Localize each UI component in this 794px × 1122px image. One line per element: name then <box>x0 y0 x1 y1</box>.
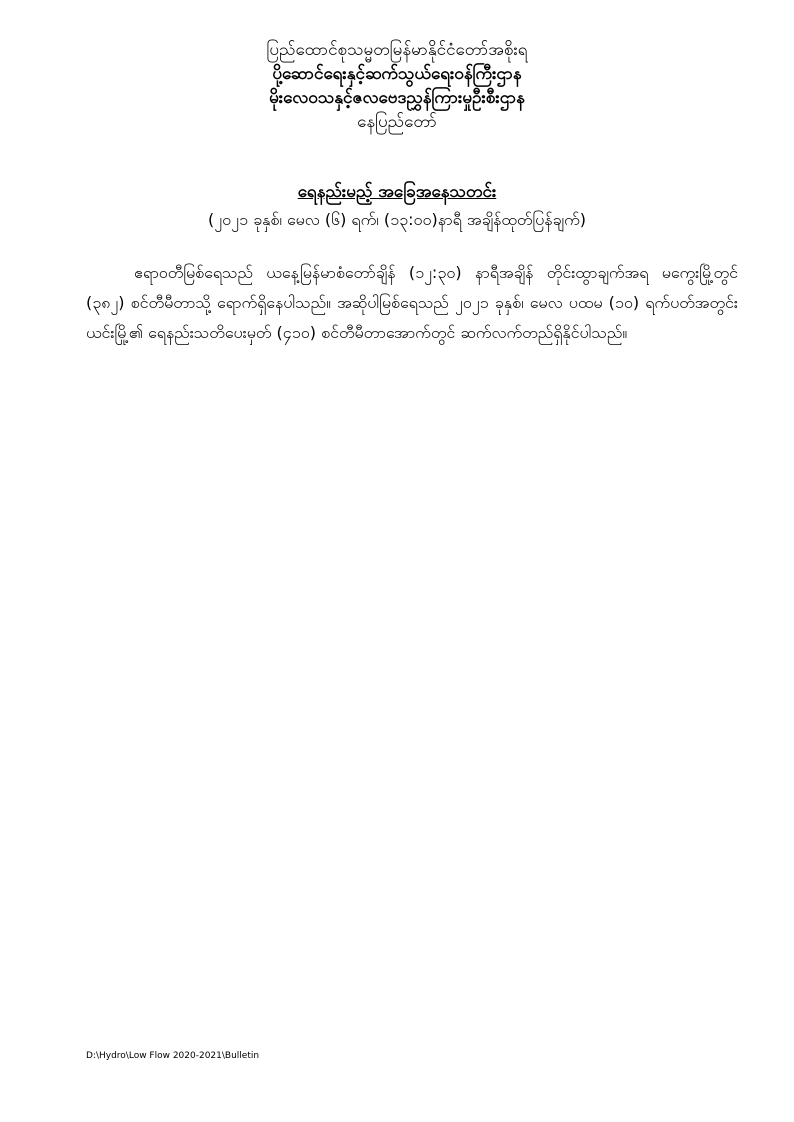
file-path-footer: D:\Hydro\Low Flow 2020-2021\Bulletin <box>86 1051 260 1061</box>
city-name: နေပြည်တော် <box>357 112 437 132</box>
ministry-name: ပို့ဆောင်ရေးနှင့်ဆက်သွယ်ရေးဝန်ကြီးဌာန <box>272 64 522 84</box>
bulletin-date: (၂၀၂၁ ခုနှစ်၊ မေလ (၆) ရက်၊ (၁၃:၀၀)နာရီ အချိန်ထုတ်ပြန်ချက်) <box>208 210 586 229</box>
bulletin-title: ရေနည်းမည့် အခြေအနေသတင်း <box>297 182 497 202</box>
document-header <box>0 38 794 134</box>
department-name: မိုးလေဝသနှင့်ဇလဗေဒညွှန်ကြားမှုဦးစီးဌာန <box>269 88 525 108</box>
government-name: ပြည်ထောင်စုသမ္မတမြန်မာနိုင်ငံတော်အစိုးရ <box>266 40 528 60</box>
bulletin-body: ဧရာဝတီမြစ်ရေသည် ယနေ့မြန်မာစံတော်ချိန် (၁၂:၃၀) နာရီအချိန် တိုင်းထွာချက်အရ မကွေးမြို့တွင် (၃၈၂) စင်တီမီတာသို့ ရောက်ရှိနေပါသည်။ အဆိုပါမြစ်ရေသည် ၂၀၂၁ ခုနှစ်၊ မေလ ပထမ (၁၀) ရက်ပတ်အတွင်း ယင်းမြို့၏ ရေနည်းသတိပေးမှတ် (၄၁၀) စင်တီမီတာအောက်တွင် ဆက်လက်တည်ရှိနိုင်ပါသည်။ <box>86 263 738 342</box>
